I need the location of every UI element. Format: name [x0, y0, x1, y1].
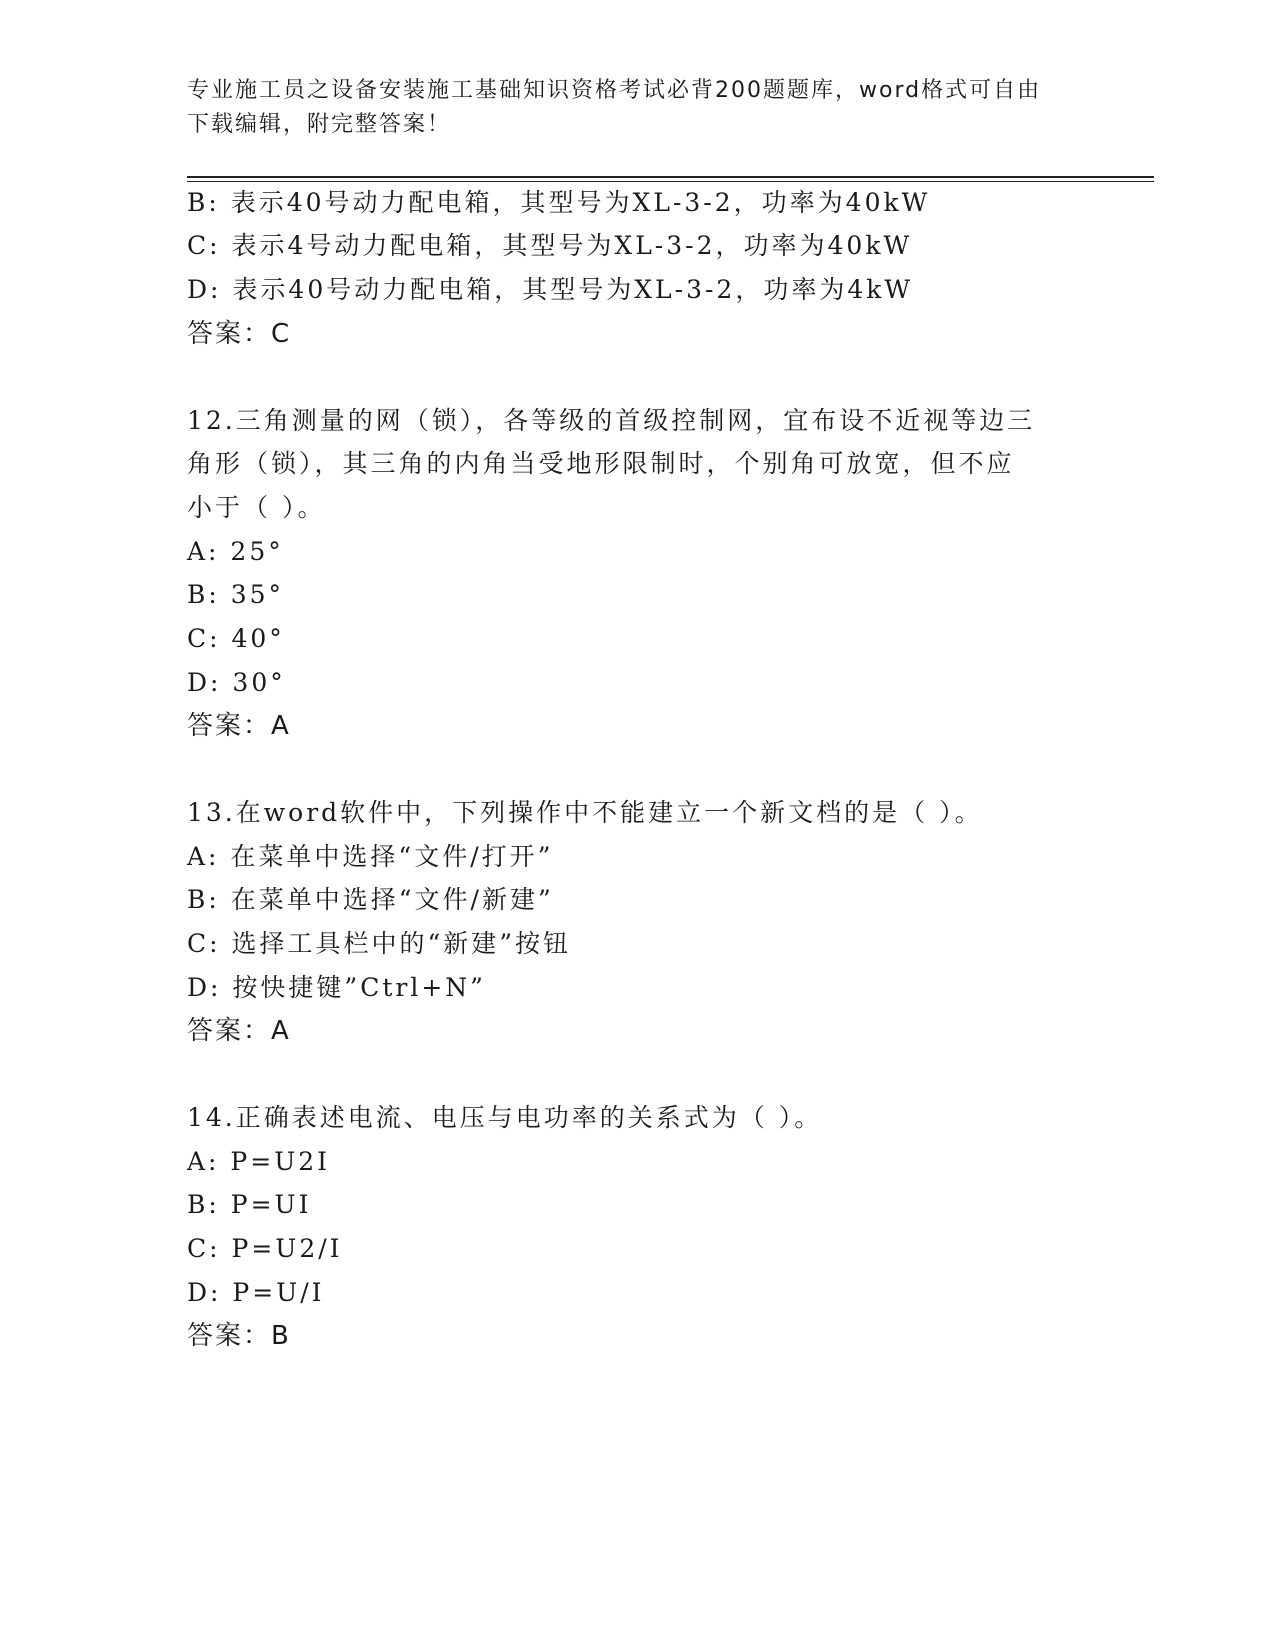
q14-option-a: A: P=U2I: [187, 1147, 331, 1176]
q12-answer: 答案：A: [187, 711, 291, 741]
q14-option-d: D: P=U/I: [187, 1278, 325, 1307]
header-title-line-2: 下载编辑，附完整答案！: [187, 112, 452, 137]
q13-option-b: B: 在菜单中选择“文件/新建”: [187, 885, 554, 914]
q11-option-d: D: 表示40号动力配电箱，其型号为XL-3-2，功率为4kW: [187, 275, 914, 304]
q13-option-c: C: 选择工具栏中的“新建”按钮: [187, 929, 572, 958]
q12-option-a: A: 25°: [187, 537, 284, 566]
q13-option-d: D: 按快捷键”Ctrl+N”: [187, 973, 486, 1002]
q14-question: 14.正确表述电流、电压与电功率的关系式为（ ）。: [187, 1103, 823, 1132]
document-header: [187, 74, 1087, 142]
q13-answer: 答案：A: [187, 1016, 291, 1046]
q14-option-c: C: P=U2/I: [187, 1234, 343, 1263]
q14-answer: 答案：B: [187, 1321, 291, 1351]
q11-option-b: B: 表示40号动力配电箱，其型号为XL-3-2，功率为40kW: [187, 188, 931, 217]
q12-question-line-3: 小于（ ）。: [187, 493, 326, 522]
q12-question-line-2: 角形（锁），其三角的内角当受地形限制时，个别角可放宽，但不应: [187, 449, 1015, 478]
header-title-line-1: 专业施工员之设备安装施工基础知识资格考试必背200题题库，word格式可自由: [187, 78, 1042, 103]
q12-question-line-1: 12.三角测量的网（锁），各等级的首级控制网，宜布设不近视等边三: [187, 406, 1036, 435]
q13-question: 13.在word软件中，下列操作中不能建立一个新文档的是（ ）。: [187, 798, 983, 827]
q14-option-b: B: P=UI: [187, 1190, 312, 1219]
q11-option-c: C: 表示4号动力配电箱，其型号为XL-3-2，功率为40kW: [187, 231, 913, 260]
q11-answer: 答案：C: [187, 319, 292, 349]
q12-option-d: D: 30°: [187, 668, 286, 697]
q13-option-a: A: 在菜单中选择“文件/打开”: [187, 842, 554, 871]
header-divider: [187, 176, 1154, 182]
q12-option-b: B: 35°: [187, 580, 285, 609]
q12-option-c: C: 40°: [187, 624, 285, 653]
